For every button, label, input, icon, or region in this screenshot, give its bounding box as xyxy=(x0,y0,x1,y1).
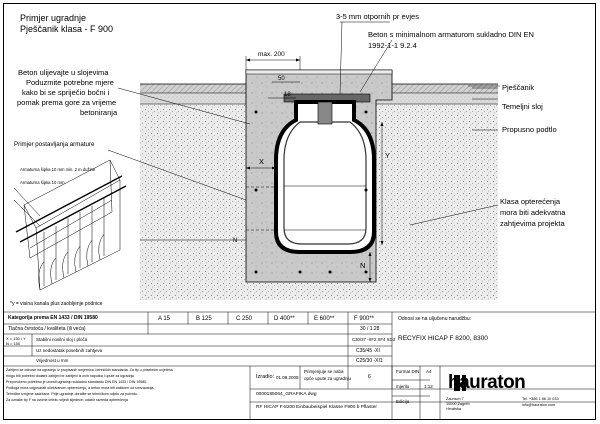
label-base: Temeljni sloj xyxy=(502,102,543,111)
tb-edition-label: Edicija xyxy=(396,399,410,404)
tb-class-c250: C 250 xyxy=(236,316,253,322)
tb-class-b125: B 125 xyxy=(196,316,212,322)
dim-18: 18 xyxy=(284,92,291,98)
dim-x: X xyxy=(259,157,265,166)
pour-note-line2: Poduzmite potrebne mjere xyxy=(26,78,114,87)
tb-izradio-date: 01.09.2009 xyxy=(276,375,299,380)
tb-address-line2: 10000 Zagreb xyxy=(446,402,470,406)
label-subsoil: Propusno podtlo xyxy=(502,125,557,134)
tb-notes-line3: Preporučeno potrebno je izvesti ugradnju sukladno standardu DIN EN 1433 / DIN 19580. xyxy=(6,380,148,384)
tb-row3-label-a: X = 150 / Y xyxy=(6,336,26,341)
tb-notes-line4: Podloga mora odgovarati očekivanom opterećenju, a beton mora biti zaštićen od smrzavanja. xyxy=(6,386,155,390)
load-note-line3: zahtjevima projekta xyxy=(500,219,565,228)
tb-class-d400: D 400** xyxy=(274,316,295,322)
tb-mid-note-line2: opće upute za ugradnju xyxy=(304,376,352,381)
tb-format-label: Format DIN xyxy=(396,369,420,374)
rebar-label-a: Armaturna šipka 10 mm min. 2 m dužine xyxy=(20,167,96,172)
tb-customer-label: Odnosi se na uljučenu narudžbu: xyxy=(398,316,472,322)
footnote: *y = visina kanala plus zaobljenje podnice xyxy=(10,301,103,307)
load-note-line2: mora biti adekvatna xyxy=(500,208,566,217)
tb-row3-label-b: N = 150 xyxy=(6,341,21,346)
label-sand: Pješčanik xyxy=(502,83,535,92)
tb-scale-value: 1:12 xyxy=(424,384,433,389)
gap-annotation: 3-5 mm otpornih pr evjes xyxy=(336,12,419,21)
tb-row5-text: Vrijednost u mm xyxy=(36,358,69,363)
max-dimension: max. 200 xyxy=(258,51,285,58)
rebar-example-label: Primjer postavljanja armature xyxy=(14,141,95,148)
tb-row1-label: Kategorija prema EN 1433 / DIN 19580 xyxy=(8,315,98,321)
tb-drawing-title: RF HICAP F-8200 Einbaubeispiel Klasse F900 b Pflaster xyxy=(256,405,377,410)
tb-class-a15: A 15 xyxy=(158,316,171,322)
tb-notes-line1: Zahtjevi se odnose na ugradnju iz propisanih smjernica i tehničkih standarda. Za tip u posebnim uvjetima xyxy=(6,368,173,372)
dim-n: N xyxy=(360,261,366,270)
drawing-title-line1: Primjer ugradnje xyxy=(20,13,87,23)
tb-row3-value: C30/37 -XF2 XF4 XD3 xyxy=(352,337,395,342)
title-block-grid xyxy=(3,312,596,420)
tb-row2-label: Tlačna čvrstoća / kvaliteta (ili veća) xyxy=(8,326,86,332)
tb-izradio-label: Izradio: xyxy=(256,374,275,380)
drawing-title-line2: Pješčanik klasa - F 900 xyxy=(20,24,114,34)
rebar-label-b: Armaturna šipka 10 mm xyxy=(20,180,65,185)
tb-telephone: Tel. +386 1 66 10 033 xyxy=(522,397,559,401)
concrete-note-line2: 1992-1-1 9.2.4 xyxy=(368,41,417,50)
dim-n-small: N xyxy=(233,238,238,244)
pour-note-line3: kako bi se spriječio bočni i xyxy=(22,88,110,97)
tb-sheet-number: 6 xyxy=(368,374,371,380)
dim-y: Y xyxy=(385,151,391,160)
tb-address-line3: Hrvatska xyxy=(446,407,461,411)
tb-class-f900: F 900** xyxy=(354,316,375,322)
tb-row5-value: C25/30 -XI1 xyxy=(356,358,383,364)
tb-format-value: A4 xyxy=(426,369,432,374)
tb-row4-text: Uz nedostatak posebnih zahtjeva xyxy=(36,348,103,353)
tb-row4-value: C35/45 -XI xyxy=(356,348,380,354)
load-note-line1: Klasa opterećenja xyxy=(500,197,561,206)
pour-note-line5: betoniranja xyxy=(80,108,118,117)
tb-address-line1: Zaunsch 7 xyxy=(446,397,464,401)
tb-drawing-number: 0000185064_GRAFIKA.dwg xyxy=(256,392,317,397)
tb-product: RECYFIX HICAP F 8200, 8300 xyxy=(398,335,488,342)
tb-row3-text: Stabilni nosilni sloj / ploča xyxy=(36,337,88,342)
tb-notes-line2: mogu biti potrebni dodatni zahtjevi te zahtjevi iz ovih naputka i upute za ugradnju xyxy=(6,374,135,378)
tb-notes-line6: Za oznake tip F na ovome crtežu vrijedi sljedeće: odabir razreda opterećenja xyxy=(6,398,128,402)
tb-class-e600: E 600** xyxy=(314,316,335,322)
hauraton-logo: hauraton xyxy=(448,372,526,393)
tb-mid-note-line1: Primjenjuje se naba xyxy=(304,369,344,374)
tb-scale-label: mjerilo xyxy=(396,384,410,389)
pour-note-line1: Beton uliјevajte u slojevima xyxy=(18,68,109,77)
tb-email: info@hauraton.com xyxy=(522,403,556,407)
dim-50: 50 xyxy=(278,76,285,82)
concrete-note-line1: Beton s minimalnom armaturom sukladno DIN EN xyxy=(368,30,534,39)
tb-notes-line5: Tehničke izmjene zadržane. Prije ugradnje obratite se tehničkom odjelu za potvrdu. xyxy=(6,392,139,396)
pour-note-line4: pomak prema gore za vrijeme xyxy=(17,98,117,107)
tb-row2-value: 30 / 1.28 xyxy=(360,326,380,332)
